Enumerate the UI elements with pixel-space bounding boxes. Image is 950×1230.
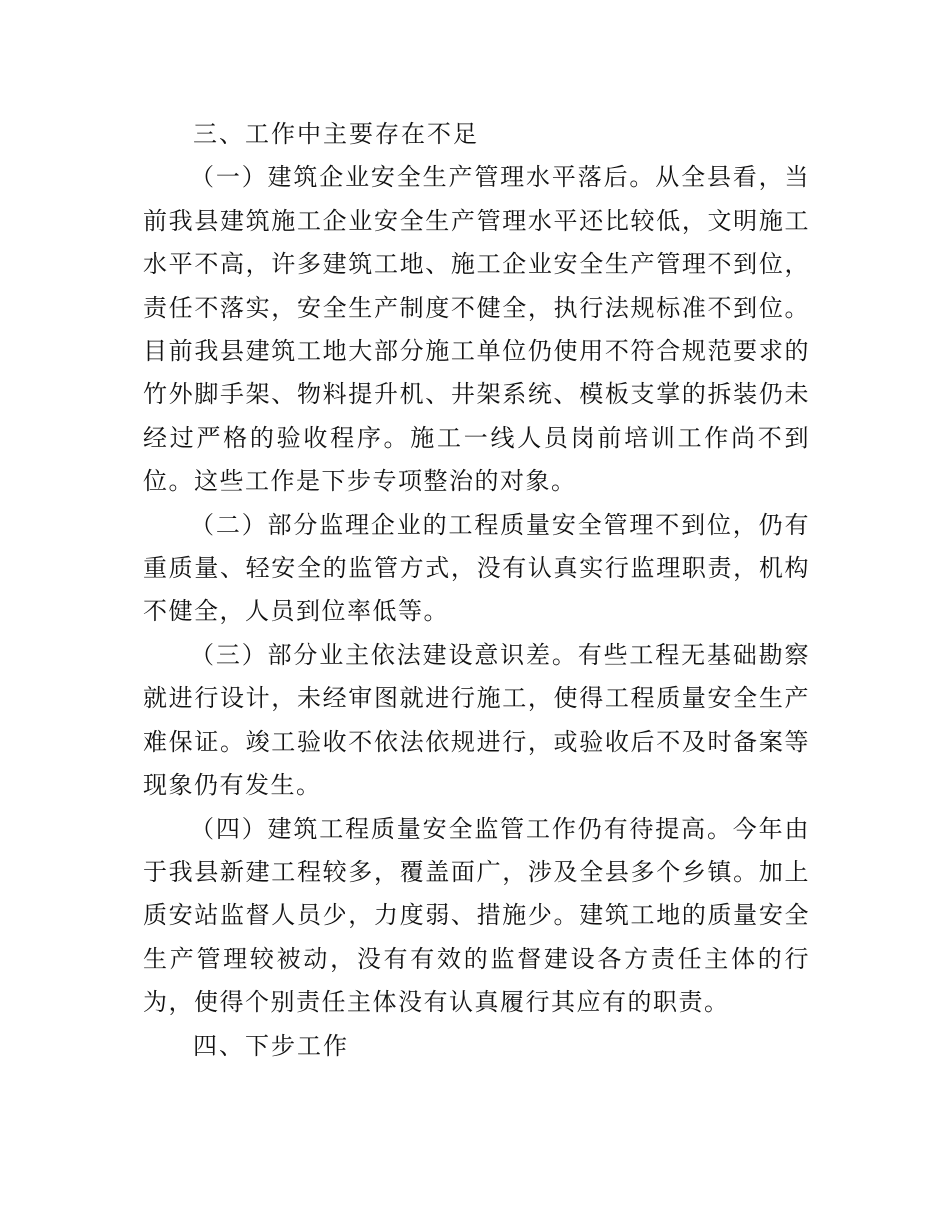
document-body bbox=[143, 113, 810, 1068]
section-heading-4: 四、下步工作 bbox=[193, 1031, 349, 1060]
paragraph-1: （一）建筑企业安全生产管理水平落后。从全县看，当前我县建筑施工企业安全生产管理水平还比较低，文明施工水平不高，许多建筑工地、施工企业安全生产管理不到位，责任不落实，安全生产制度不健全，执行法规标准不到位。目前我县建筑工地大部分施工单位仍使用不符合规范要求的竹外脚手架、物料提升机、井架系统、模板支掌的拆装仍未经过严格的验收程序。施工一线人员岗前培训工作尚不到位。这些工作是下步专项整治的对象。 bbox=[143, 163, 810, 496]
paragraph-2: （二）部分监理企业的工程质量安全管理不到位，仍有重质量、轻安全的监管方式，没有认真实行监理职责，机构不健全，人员到位率低等。 bbox=[143, 510, 810, 626]
paragraph-4: （四）建筑工程质量安全监管工作仍有待提高。今年由于我县新建工程较多，覆盖面广，涉及全县多个乡镇。加上质安站监督人员少，力度弱、措施少。建筑工地的质量安全生产管理较被动，没有有效的监督建设各方责任主体的行为，使得个别责任主体没有认真履行其应有的职责。 bbox=[143, 814, 810, 1017]
section-heading-3: 三、工作中主要存在不足 bbox=[193, 120, 479, 148]
paragraph-3: （三）部分业主依法建设意识差。有些工程无基础勘察就进行设计，未经审图就进行施工，使得工程质量安全生产难保证。竣工验收不依法依规进行，或验收后不及时备案等现象仍有发生。 bbox=[143, 640, 810, 800]
